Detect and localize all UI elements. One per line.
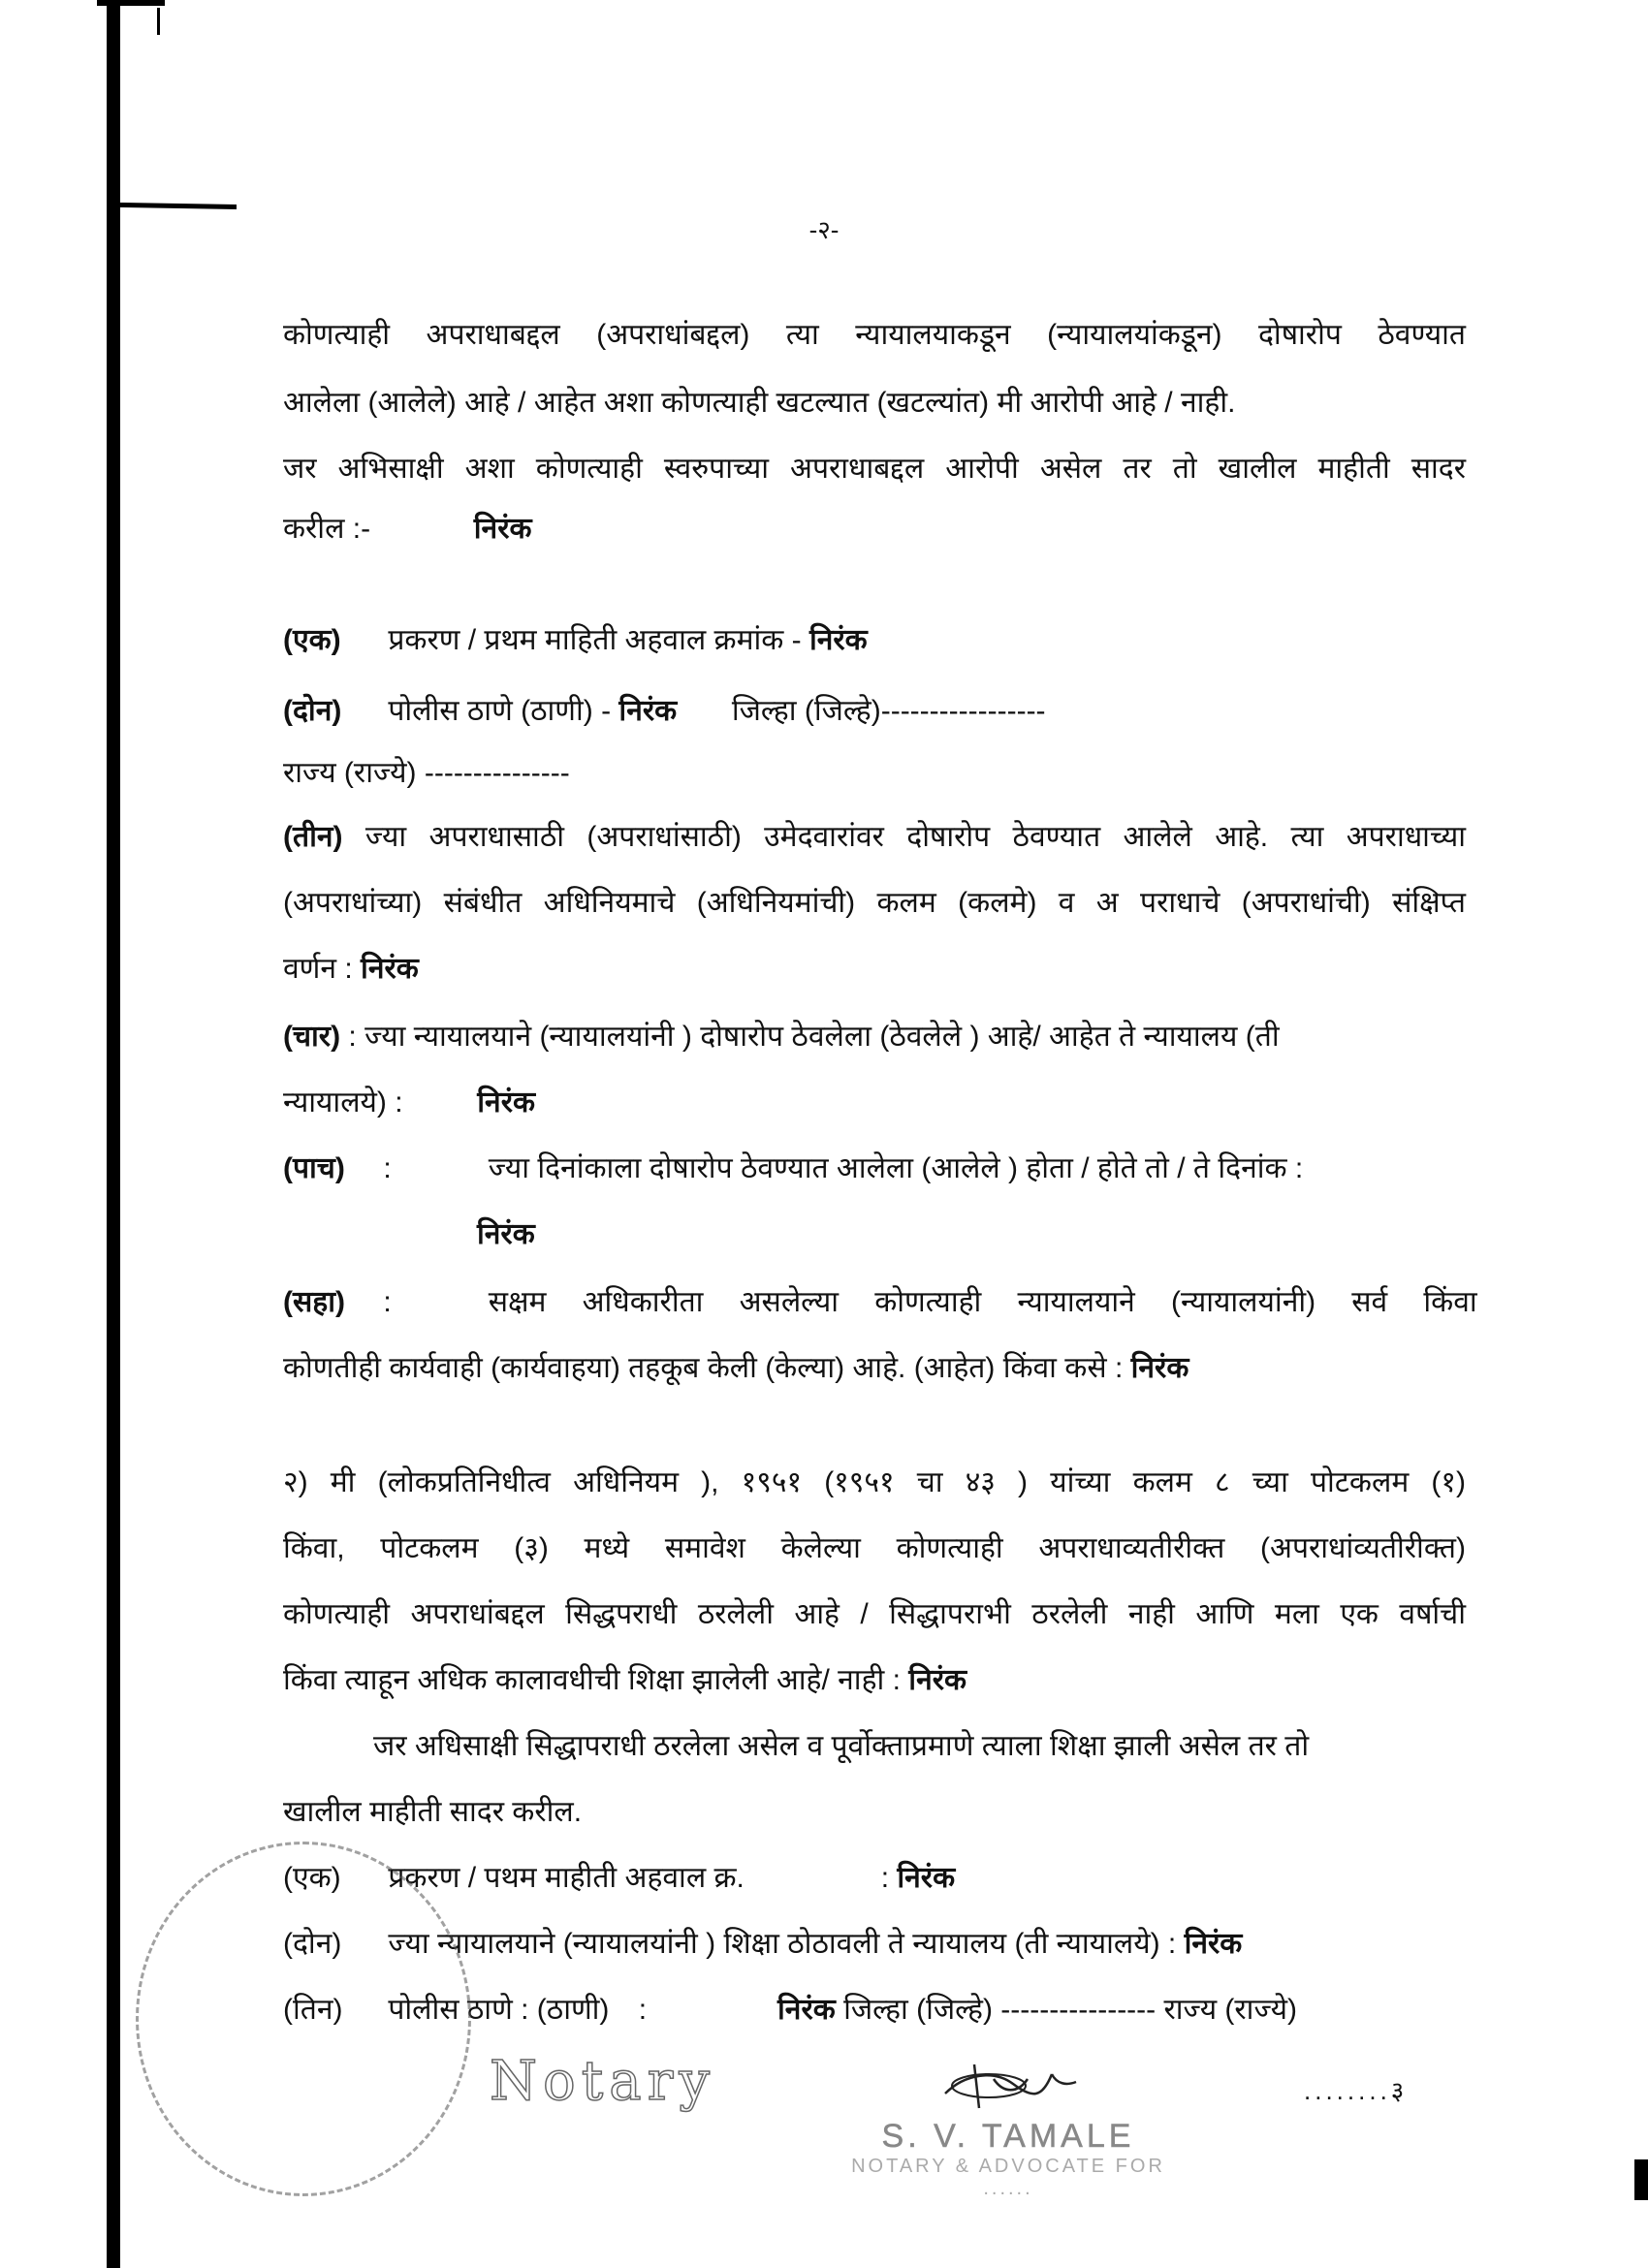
sec2-line-3: कोणत्याही अपराधांबद्दल सिद्धपराधी ठरलेली आहे / सिद्धापराभी ठरलेली नाही आणि मला एक वर्षाची <box>283 1598 1466 1630</box>
item-char-line-2 <box>283 1084 1466 1122</box>
notary-stamp-text: Notary <box>490 2050 716 2113</box>
sec2-line-4-value: निरंक <box>908 1664 967 1696</box>
item-ek-value: निरंक <box>808 624 868 656</box>
scan-right-mark <box>1634 2159 1648 2200</box>
item-saha-label: (सहा) <box>283 1286 345 1318</box>
sec2-don-text: ज्या न्यायालयाने (न्यायालयांनी ) शिक्षा ठोठावली ते न्यायालय (ती न्यायालये) : <box>388 1928 1177 1960</box>
item-don-district: जिल्हा (जिल्हे)----------------- <box>731 695 1046 727</box>
sec2-ek-value: निरंक <box>897 1862 956 1894</box>
item-don <box>283 692 1466 731</box>
item-teen-line-1 <box>283 818 1466 857</box>
sec2-line-2: किंवा, पोटकलम (३) मध्ये समावेश केलेल्या कोणत्याही अपराधाव्यतीरीक्त (अपराधांव्यतीरीक्त) <box>283 1532 1466 1564</box>
scan-edge-mark <box>157 8 160 35</box>
sec2-don-label: (दोन) <box>283 1928 342 1960</box>
item-pach-value-line <box>477 1215 1648 1254</box>
sec2-don-value: निरंक <box>1184 1928 1243 1960</box>
sec2-ek <box>283 1859 1466 1898</box>
item-rajya: राज्य (राज्ये) --------------- <box>283 757 570 789</box>
item-ek <box>283 621 1466 660</box>
item-teen-text-1: ज्या अपराधासाठी (अपराधांसाठी) उमेदवारांवर दोषारोप ठेवण्यात आलेले आहे. त्या अपराधाच्या <box>364 821 1466 853</box>
sec2-ek-text: प्रकरण / पथम माहीती अहवाल क्र. <box>388 1862 745 1894</box>
intro-value: निरंक <box>473 513 532 545</box>
item-pach-colon: : <box>383 1152 392 1184</box>
item-ek-text: प्रकरण / प्रथम माहिती अहवाल क्रमांक - <box>388 624 802 656</box>
notary-designation: NOTARY & ADVOCATE FOR <box>851 2156 1165 2177</box>
item-teen-label: (तीन) <box>283 821 343 853</box>
item-teen-value: निरंक <box>361 953 419 985</box>
item-saha-colon: : <box>383 1286 392 1318</box>
sec2-tin-label: (तिन) <box>283 1994 343 2026</box>
sec2-para2-line-1: जर अधिसाक्षी सिद्धापराधी ठरलेला असेल व पूर्वोक्ताप्रमाणे त्याला शिक्षा झाली असेल तर तो <box>373 1730 1310 1762</box>
notary-name: S. V. TAMALE <box>881 2118 1135 2155</box>
sec2-tin-value: निरंक <box>777 1994 836 2026</box>
item-pach-label: (पाच) <box>283 1152 345 1184</box>
item-teen-line-3 <box>283 950 1466 989</box>
item-saha-text-2: कोणतीही कार्यवाही (कार्यवाहया) तहकूब केली (केल्या) आहे. (आहेत) किंवा कसे : <box>283 1352 1124 1384</box>
signature-block <box>824 2055 1192 2200</box>
signature-icon <box>935 2055 1081 2113</box>
item-don-text: पोलीस ठाणे (ठाणी) - <box>388 695 612 727</box>
item-pach <box>283 1150 1466 1188</box>
sec2-tin-colon: : <box>638 1994 648 2026</box>
intro-line-1: कोणत्याही अपराधाबद्दल (अपराधांबद्दल) त्या न्यायालयाकडून (न्यायालयांकडून) दोषारोप ठेवण्यात <box>283 319 1466 351</box>
item-don-label: (दोन) <box>283 695 342 727</box>
item-saha-line-2 <box>283 1349 1466 1388</box>
item-char-value: निरंक <box>477 1087 536 1118</box>
item-teen-text-3: वर्णन : <box>283 953 353 985</box>
item-saha-value: निरंक <box>1130 1352 1189 1384</box>
item-saha-line-1 <box>283 1283 1477 1322</box>
notary-seal <box>136 1842 471 2196</box>
item-ek-label: (एक) <box>283 624 341 656</box>
item-saha-text-1: सक्षम अधिकारीता असलेल्या कोणत्याही न्यायालयाने (न्यायालयांनी) सर्व किंवा <box>488 1286 1477 1318</box>
item-pach-text: ज्या दिनांकाला दोषारोप ठेवण्यात आलेला (आलेले ) होता / होते तो / ते दिनांक : <box>488 1152 1304 1184</box>
sec2-tin-text: पोलीस ठाणे : (ठाणी) <box>388 1994 610 2026</box>
scan-edge-border <box>107 0 120 2268</box>
scan-edge-top <box>97 0 165 6</box>
item-char-text-2: न्यायालये) : <box>283 1087 403 1118</box>
sec2-para2-line-2: खालील माहीती सादर करील. <box>283 1796 583 1828</box>
intro-line-4 <box>283 510 1466 549</box>
item-char-label: (चार) <box>283 1021 341 1053</box>
sec2-line-4 <box>283 1661 1466 1700</box>
scan-edge-tick <box>120 203 237 209</box>
sec2-ek-label: (एक) <box>283 1862 341 1894</box>
intro-line-2: आलेला (आलेले) आहे / आहेत अशा कोणत्याही खटल्यात (खटल्यांत) मी आरोपी आहे / नाही. <box>283 387 1236 419</box>
sec2-line-1: २) मी (लोकप्रतिनिधीत्व अधिनियम ), १९५१ (१९५१ चा ४३ ) यांच्या कलम ८ च्या पोटकलम (१) <box>283 1466 1466 1498</box>
item-char-text-1: : ज्या न्यायालयाने (न्यायालयांनी ) दोषारोप ठेवलेला (ठेवलेले ) आहे/ आहेत ते न्यायालय (ती <box>348 1021 1280 1053</box>
sec2-tin-rest: जिल्हा (जिल्हे) ---------------- राज्य (राज्ये) <box>843 1994 1298 2026</box>
item-pach-value: निरंक <box>477 1218 535 1250</box>
page-number: -२- <box>808 215 840 244</box>
notary-designation-2: ...... <box>983 2178 1033 2199</box>
sec2-ek-colon: : <box>880 1862 890 1894</box>
intro-line-4-label: करील :- <box>283 513 371 545</box>
item-char-line-1 <box>283 1018 1466 1056</box>
sec2-line-4-text: किंवा त्याहून अधिक कालावधीची शिक्षा झालेली आहे/ नाही : <box>283 1664 901 1696</box>
intro-line-3: जर अभिसाक्षी अशा कोणत्याही स्वरुपाच्या अपराधाबद्दल आरोपी असेल तर तो खालील माहीती सादर <box>283 453 1466 485</box>
item-teen-line-2: (अपराधांच्या) संबंधीत अधिनियमाचे (अधिनियमांची) कलम (कलमे) व अ पराधाचे (अपराधांची) संक्षिप्त <box>283 887 1466 919</box>
item-don-value: निरंक <box>618 695 678 727</box>
continuation-marker: ........३ <box>1304 2076 1409 2105</box>
